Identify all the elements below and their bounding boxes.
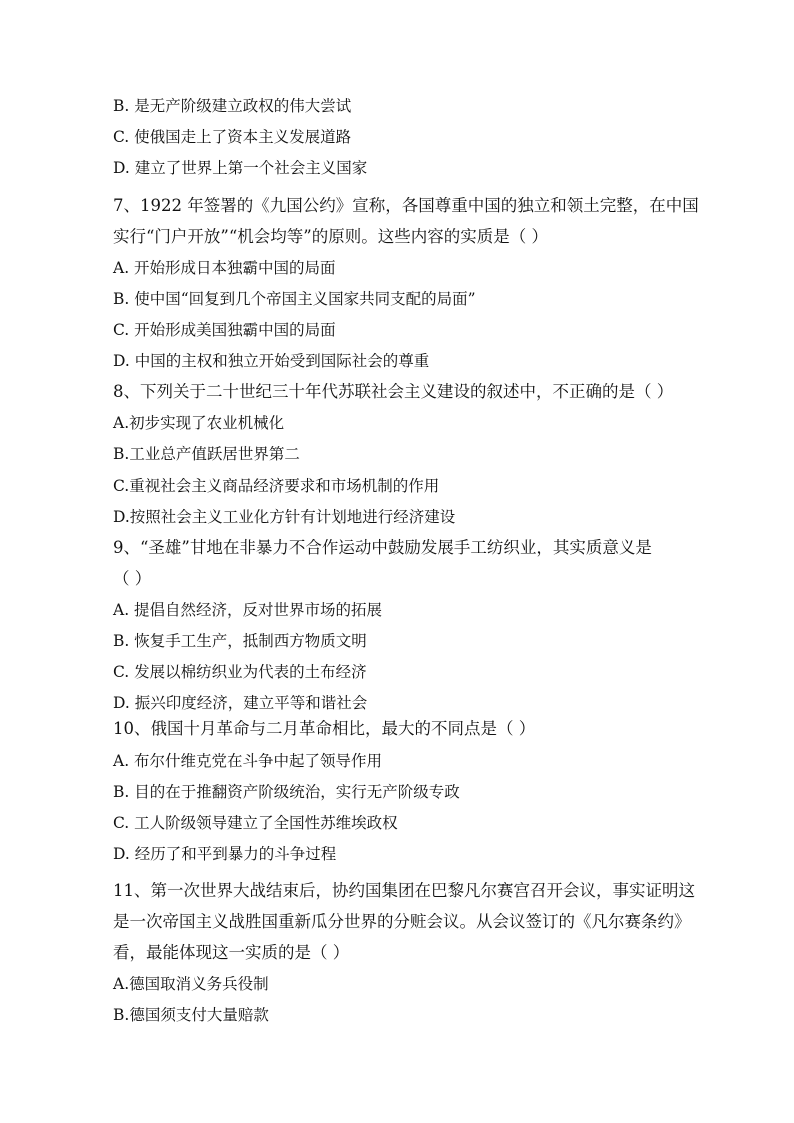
q9-option-a: A. 提倡自然经济，反对世界市场的拓展: [113, 601, 383, 619]
q6-option-b: B. 是无产阶级建立政权的伟大尝试: [113, 97, 352, 115]
q9-stem-line-2: （ ）: [113, 569, 152, 588]
q7-stem-line-1: 7、1922 年签署的《九国公约》宣称，各国尊重中国的独立和领土完整，在中国: [113, 196, 699, 215]
q7-option-a: A. 开始形成日本独霸中国的局面: [113, 259, 336, 277]
q8-option-a: A.初步实现了农业机械化: [113, 414, 285, 432]
q6-option-d: D. 建立了世界上第一个社会主义国家: [113, 159, 368, 177]
q9-option-b: B. 恢复手工生产，抵制西方物质文明: [113, 632, 367, 650]
q7-option-b: B. 使中国“回复到几个帝国主义国家共同支配的局面”: [113, 290, 476, 308]
q11-stem-line-1: 11、第一次世界大战结束后，协约国集团在巴黎凡尔赛宫召开会议，事实证明这: [113, 881, 695, 900]
q9-stem-line-1: 9、“圣雄”甘地在非暴力不合作运动中鼓励发展手工纺织业，其实质意义是: [113, 538, 652, 557]
q6-option-c: C. 使俄国走上了资本主义发展道路: [113, 128, 352, 146]
q7-option-d: D. 中国的主权和独立开始受到国际社会的尊重: [113, 352, 430, 370]
q11-option-b: B.德国须支付大量赔款: [113, 1006, 269, 1024]
q7-option-c: C. 开始形成美国独霸中国的局面: [113, 321, 336, 339]
q7-stem-line-2: 实行“门户开放”“机会均等”的原则。这些内容的实质是（ ）: [113, 227, 548, 246]
q8-option-d: D.按照社会主义工业化方针有计划地进行经济建设: [113, 508, 456, 526]
q8-option-c: C.重视社会主义商品经济要求和市场机制的作用: [113, 477, 440, 495]
q10-option-a: A. 布尔什维克党在斗争中起了领导作用: [113, 752, 383, 770]
q10-stem-line-1: 10、俄国十月革命与二月革命相比，最大的不同点是（ ）: [113, 719, 536, 738]
q8-option-b: B.工业总产值跃居世界第二: [113, 445, 300, 463]
q11-stem-line-2: 是一次帝国主义战胜国重新瓜分世界的分赃会议。从会议签订的《凡尔赛条约》: [113, 912, 691, 931]
q10-option-c: C. 工人阶级领导建立了全国性苏维埃政权: [113, 814, 398, 832]
q11-stem-line-3: 看，最能体现这一实质的是（ ）: [113, 943, 350, 962]
q9-option-d: D. 振兴印度经济，建立平等和谐社会: [113, 694, 368, 712]
q9-option-c: C. 发展以棉纺织业为代表的土布经济: [113, 663, 367, 681]
q10-option-d: D. 经历了和平到暴力的斗争过程: [113, 845, 337, 863]
q11-option-a: A.德国取消义务兵役制: [113, 975, 269, 993]
q10-option-b: B. 目的在于推翻资产阶级统治，实行无产阶级专政: [113, 783, 460, 801]
q8-stem-line-1: 8、下列关于二十世纪三十年代苏联社会主义建设的叙述中，不正确的是（ ）: [113, 382, 674, 401]
